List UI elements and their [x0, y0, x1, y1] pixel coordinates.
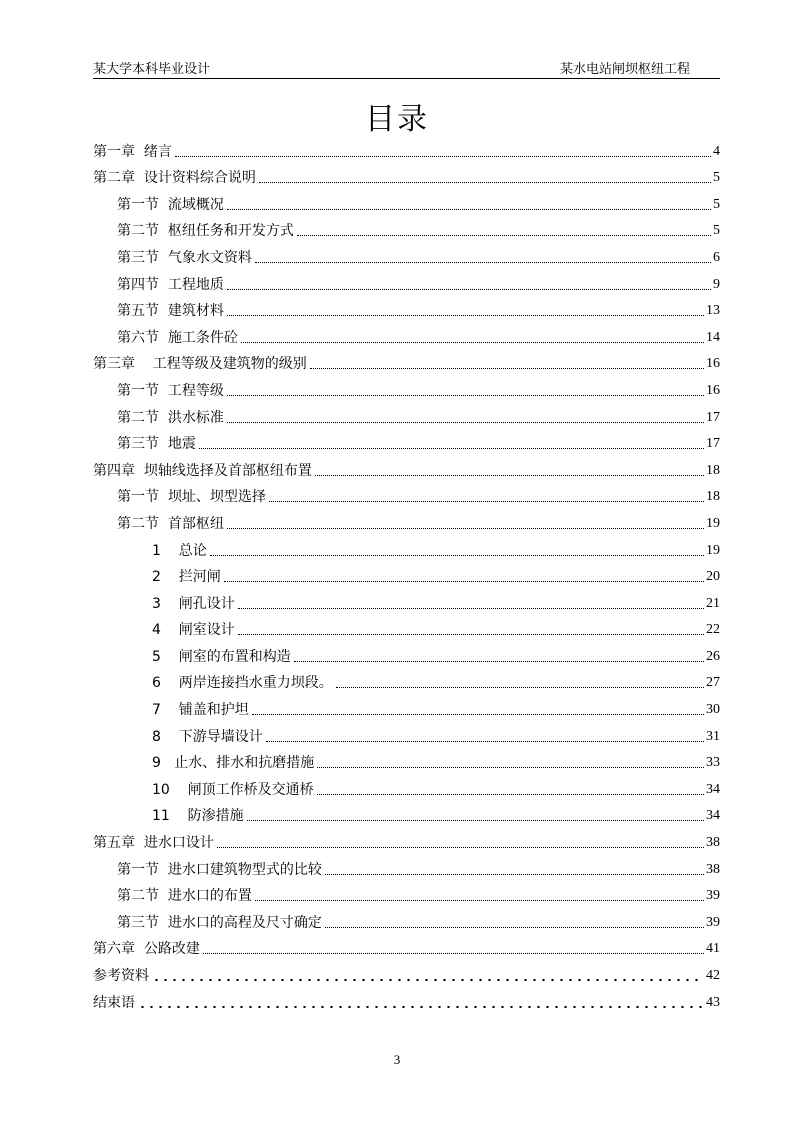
toc-leader-dots: [325, 873, 704, 875]
toc-leader-dots: [199, 447, 704, 449]
toc-entry-page: 20: [706, 569, 720, 585]
toc-entry[interactable]: [93, 933, 720, 960]
toc-entry[interactable]: [93, 667, 720, 694]
toc-leader-dots: [255, 899, 704, 901]
toc-entry-label: 第三节 气象水文资料: [117, 249, 252, 266]
toc-entry-label: 第一节 流域概况: [117, 196, 224, 213]
toc-leader-dots: [217, 846, 704, 848]
page-title: 目录: [365, 102, 429, 137]
toc-entry-label: 第二节 进水口的布置: [117, 888, 252, 905]
header-right-text: 某水电站闸坝枢纽工程: [559, 62, 690, 77]
toc-leader-dots: [266, 740, 704, 742]
toc-leader-dots: [203, 952, 704, 954]
toc-entry[interactable]: [93, 215, 720, 242]
toc-entry-label: 3 闸孔设计: [152, 595, 235, 612]
page-header: [93, 56, 720, 79]
toc-leader-dots: [317, 766, 704, 768]
toc-entry-label: 第五章 进水口设计: [93, 835, 214, 852]
toc-entry[interactable]: [93, 162, 720, 189]
toc-leader-dots: [227, 527, 704, 529]
toc-leader-dots: [252, 713, 704, 715]
toc-entry-label: 第六章 公路改建: [93, 941, 200, 958]
toc-entry-page: 5: [713, 223, 720, 239]
toc-leader-dots: [138, 1005, 704, 1009]
page-number: 3: [393, 1052, 401, 1067]
toc-entry-page: 4: [713, 143, 720, 159]
toc-entry-label: 参考资料: [93, 968, 149, 984]
toc-leader-dots: [310, 367, 704, 369]
toc-entry-page: 39: [706, 888, 720, 904]
toc-entry-page: 30: [706, 702, 720, 718]
toc-entry-label: 第四节 工程地质: [117, 276, 224, 293]
toc-entry-page: 27: [706, 675, 720, 691]
toc-entry-label: 第一节 进水口建筑物型式的比较: [117, 861, 322, 878]
toc-leader-dots: [269, 500, 704, 502]
toc-entry-label: 11 防渗措施: [152, 808, 244, 825]
toc-entry-label: 第五节 建筑材料: [117, 303, 224, 320]
toc-entry[interactable]: [93, 241, 720, 268]
toc-entry[interactable]: [93, 135, 720, 162]
table-of-contents: [93, 135, 720, 1013]
toc-entry-label: 7 铺盖和护坦: [152, 702, 249, 719]
header-left-text: 某大学本科毕业设计: [93, 62, 211, 77]
toc-entry-page: 42: [706, 968, 720, 983]
toc-entry-page: 16: [706, 356, 720, 372]
toc-entry[interactable]: [93, 428, 720, 455]
toc-entry-label: 6 两岸连接挡水重力坝段。: [152, 675, 333, 692]
toc-entry[interactable]: [93, 640, 720, 667]
toc-leader-dots: [210, 554, 704, 556]
toc-entry[interactable]: [93, 880, 720, 907]
toc-entry-label: 5 闸室的布置和构造: [152, 648, 291, 665]
toc-entry[interactable]: [93, 986, 720, 1013]
toc-entry-page: 14: [706, 329, 720, 345]
toc-entry[interactable]: [93, 773, 720, 800]
toc-entry[interactable]: [93, 826, 720, 853]
toc-entry[interactable]: [93, 188, 720, 215]
toc-entry[interactable]: [93, 853, 720, 880]
toc-entry[interactable]: [93, 587, 720, 614]
toc-entry-page: 31: [706, 728, 720, 744]
toc-entry-page: 9: [713, 276, 720, 292]
toc-entry[interactable]: [93, 747, 720, 774]
toc-entry[interactable]: [93, 534, 720, 561]
toc-leader-dots: [336, 686, 704, 688]
toc-entry-page: 13: [706, 303, 720, 319]
toc-entry-label: 第一节 坝址、坝型选择: [117, 489, 266, 506]
toc-entry-label: 2 拦河闸: [152, 569, 221, 586]
toc-entry[interactable]: [93, 321, 720, 348]
toc-leader-dots: [315, 474, 704, 476]
toc-entry[interactable]: [93, 268, 720, 295]
toc-entry[interactable]: [93, 800, 720, 827]
toc-entry[interactable]: [93, 561, 720, 588]
toc-entry-label: 第三节 进水口的高程及尺寸确定: [117, 914, 322, 931]
toc-entry-label: 第四章 坝轴线选择及首部枢纽布置: [93, 462, 312, 479]
toc-leader-dots: [247, 819, 704, 821]
toc-entry-label: 第六节 施工条件砼: [117, 329, 238, 346]
toc-entry-label: 第一节 工程等级: [117, 382, 224, 399]
toc-entry-label: 第二节 首部枢纽: [117, 515, 224, 532]
toc-entry-page: 34: [706, 808, 720, 824]
toc-entry-page: 33: [706, 755, 720, 771]
toc-entry-label: 8 下游导墙设计: [152, 728, 263, 745]
toc-leader-dots: [297, 234, 711, 236]
toc-entry[interactable]: [93, 374, 720, 401]
toc-leader-dots: [224, 580, 704, 582]
toc-leader-dots: [317, 793, 704, 795]
toc-leader-dots: [227, 314, 704, 316]
toc-leader-dots: [175, 155, 711, 157]
toc-leader-dots: [241, 341, 704, 343]
toc-entry-label: 第一章 绪言: [93, 143, 172, 160]
toc-leader-dots: [227, 421, 704, 423]
toc-entry-page: 16: [706, 382, 720, 398]
toc-entry-page: 43: [706, 994, 720, 1010]
toc-leader-dots: [238, 633, 704, 635]
toc-leader-dots: [227, 208, 711, 210]
toc-entry-page: 5: [713, 196, 720, 212]
toc-entry-label: 4 闸室设计: [152, 622, 235, 639]
toc-entry[interactable]: [93, 614, 720, 641]
toc-entry-page: 21: [706, 595, 720, 611]
toc-entry-label: 第三节 地震: [117, 436, 196, 453]
toc-leader-dots: [238, 607, 704, 609]
toc-entry-page: 39: [706, 914, 720, 930]
toc-entry[interactable]: [93, 454, 720, 481]
toc-entry-page: 38: [706, 835, 720, 851]
toc-leader-dots: [227, 394, 704, 396]
toc-entry-label: 10 闸顶工作桥及交通桥: [152, 781, 314, 798]
toc-leader-dots: [255, 261, 711, 263]
toc-entry-page: 26: [706, 648, 720, 664]
toc-entry[interactable]: [93, 720, 720, 747]
toc-entry[interactable]: [93, 348, 720, 375]
toc-entry-label: 第三章 工程等级及建筑物的级别: [93, 356, 307, 373]
toc-entry-page: 17: [706, 436, 720, 452]
toc-entry-label: 1 总论: [152, 542, 207, 559]
toc-entry-label: 结束语: [93, 994, 135, 1011]
toc-entry-page: 18: [706, 489, 720, 505]
toc-entry-page: 17: [706, 409, 720, 425]
toc-leader-dots: [294, 660, 704, 662]
toc-entry-label: 第二章 设计资料综合说明: [93, 170, 256, 187]
toc-entry[interactable]: [93, 906, 720, 933]
toc-entry-page: 34: [706, 781, 720, 797]
toc-entry[interactable]: [93, 481, 720, 508]
toc-entry-label: 第二节 枢纽任务和开发方式: [117, 223, 294, 240]
toc-entry-page: 5: [713, 170, 720, 186]
toc-entry-page: 19: [706, 542, 720, 558]
toc-entry[interactable]: [93, 959, 720, 986]
toc-entry-page: 19: [706, 515, 720, 531]
toc-entry-page: 18: [706, 462, 720, 478]
toc-entry-page: 22: [706, 622, 720, 638]
toc-leader-dots: [259, 181, 711, 183]
toc-entry-page: 38: [706, 861, 720, 877]
toc-leader-dots: [227, 288, 711, 290]
toc-entry-label: 第二节 洪水标准: [117, 409, 224, 426]
toc-entry-page: 6: [713, 249, 720, 265]
toc-entry[interactable]: [93, 693, 720, 720]
toc-leader-dots: [325, 926, 704, 928]
toc-leader-dots: [152, 978, 704, 982]
toc-entry-label: 9 止水、排水和抗磨措施: [152, 755, 315, 772]
toc-entry[interactable]: [93, 507, 720, 534]
toc-entry[interactable]: [93, 401, 720, 428]
toc-entry[interactable]: [93, 295, 720, 322]
toc-entry-page: 41: [706, 941, 720, 957]
